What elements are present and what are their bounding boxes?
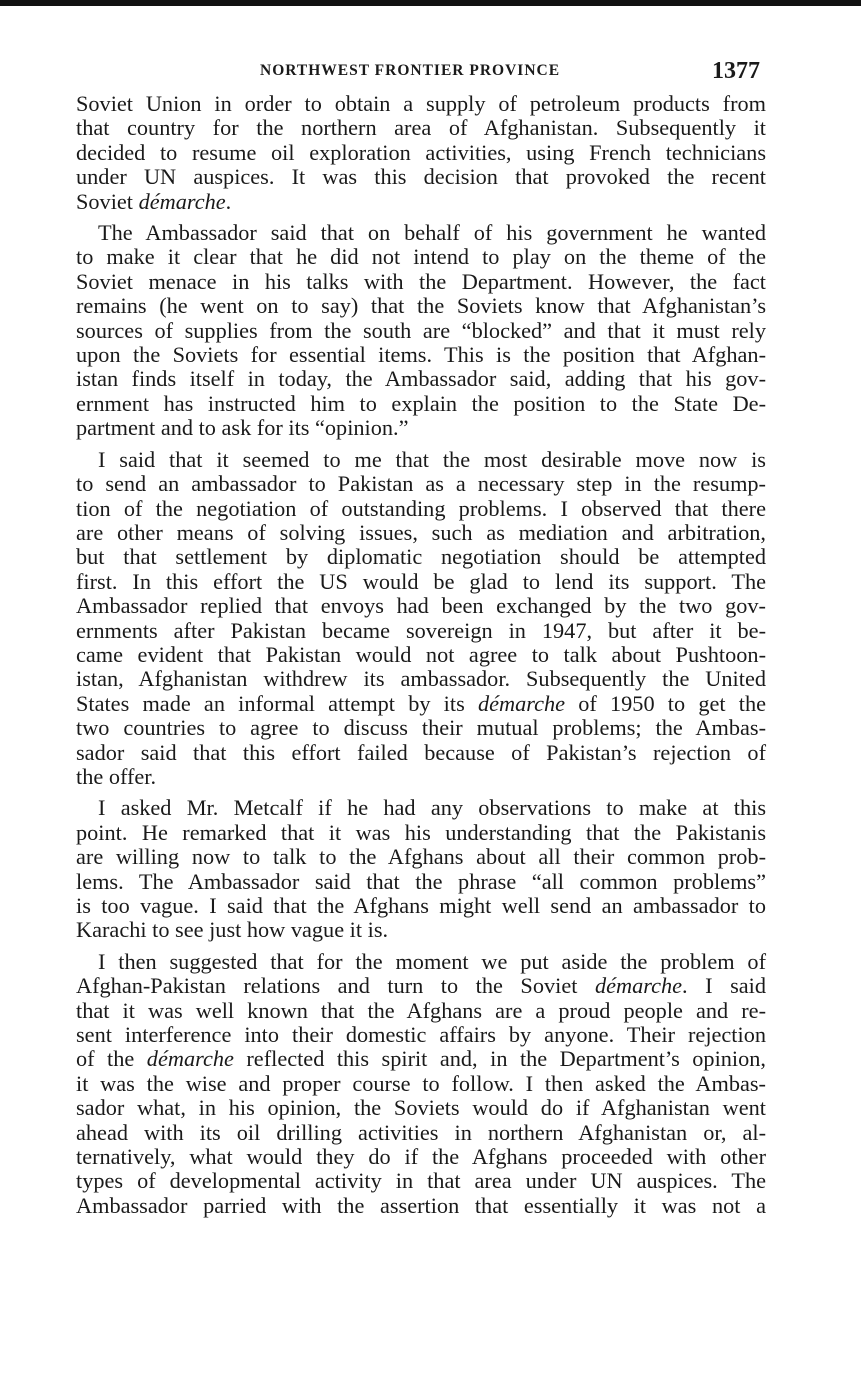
text-line: istan finds itself in today, the Ambassador said, adding that his gov-	[76, 366, 766, 392]
text-line: upon the Soviets for essential items. This is the position that Afghan-	[76, 342, 766, 368]
text-line: States made an informal attempt by its démarche of 1950 to get the	[76, 690, 766, 716]
text-line: sador said that this effort failed because of Pakistan’s rejection of	[76, 739, 766, 765]
text-line: istan, Afghanistan withdrew its ambassador. Subsequently the United	[76, 666, 766, 692]
text-line: are other means of solving issues, such as mediation and arbitration,	[76, 519, 766, 545]
text-line: Ambassador parried with the assertion that essentially it was not a	[76, 1192, 766, 1218]
top-border-rule	[0, 0, 861, 6]
paragraph-2	[76, 221, 766, 441]
text-line: I asked Mr. Metcalf if he had any observations to make at this	[98, 795, 766, 821]
text-line: types of developmental activity in that area under UN auspices. The	[76, 1168, 766, 1194]
text-line: but that settlement by diplomatic negotiation should be attempted	[76, 544, 766, 570]
text-line: I then suggested that for the moment we put aside the problem of	[98, 948, 766, 974]
text-line: point. He remarked that it was his understanding that the Pakistanis	[76, 819, 766, 845]
running-head-title: NORTHWEST FRONTIER PROVINCE	[260, 62, 561, 79]
text-line: first. In this effort the US would be glad to lend its support. The	[76, 568, 766, 594]
text-line: Karachi to see just how vague it is.	[76, 917, 389, 943]
italic-term: démarche	[594, 973, 683, 999]
text-line: under UN auspices. It was this decision that provoked the recent	[76, 164, 766, 190]
text-line: ahead with its oil drilling activities in northern Afghanistan or, al-	[76, 1119, 766, 1145]
paragraph-5	[76, 950, 766, 1218]
text-line: lems. The Ambassador said that the phrase “all common problems”	[76, 868, 766, 894]
paragraph-3	[76, 448, 766, 790]
text-line: ernment has instructed him to explain the position to the State De-	[76, 390, 766, 416]
text-line: sent interference into their domestic affairs by anyone. Their rejection	[76, 1022, 766, 1048]
text-line: to make it clear that he did not intend to play on the theme of the	[76, 244, 766, 270]
text-line: decided to resume oil exploration activities, using French technicians	[76, 139, 766, 165]
page-number: 1377	[712, 58, 760, 84]
paragraph-1	[76, 92, 766, 214]
text-line: I said that it seemed to me that the most desirable move now is	[98, 446, 766, 472]
text-line: came evident that Pakistan would not agree to talk about Pushtoon-	[76, 641, 766, 667]
text-line: partment and to ask for its “opinion.”	[76, 415, 409, 441]
text-line: of the démarche reflected this spirit and, in the Department’s opinion,	[76, 1046, 766, 1072]
text-line: The Ambassador said that on behalf of his government he wanted	[98, 220, 766, 246]
italic-term: démarche	[146, 1046, 234, 1072]
text-line: remains (he went on to say) that the Soviets know that Afghanistan’s	[76, 293, 766, 319]
text-line: that it was well known that the Afghans are a proud people and re-	[76, 997, 766, 1023]
text-line: ternatively, what would they do if the Afghans proceeded with other	[76, 1144, 766, 1170]
text-line: Soviet démarche.	[76, 188, 232, 214]
text-line: two countries to agree to discuss their mutual problems; the Ambas-	[76, 715, 766, 741]
text-line: Soviet Union in order to obtain a supply of petroleum products from	[76, 91, 766, 116]
text-line: is too vague. I said that the Afghans might well send an ambassador to	[76, 893, 766, 918]
italic-term: démarche	[138, 188, 226, 214]
text-line: tion of the negotiation of outstanding problems. I observed that there	[76, 495, 766, 521]
paragraph-4	[76, 796, 766, 942]
text-line: ernments after Pakistan became sovereign in 1947, but after it be-	[76, 617, 766, 643]
text-line: to send an ambassador to Pakistan as a necessary step in the resump-	[76, 471, 766, 497]
text-line: Afghan-Pakistan relations and turn to the Soviet démarche. I said	[76, 973, 766, 999]
text-line: it was the wise and proper course to follow. I then asked the Ambas-	[76, 1070, 766, 1096]
text-line: are willing now to talk to the Afghans about all their common prob-	[76, 844, 766, 870]
text-line: sador what, in his opinion, the Soviets would do if Afghanistan went	[76, 1095, 766, 1121]
text-line: sources of supplies from the south are “blocked” and that it must rely	[76, 317, 766, 343]
text-line: the offer.	[76, 763, 157, 789]
body-text	[76, 92, 766, 1225]
running-head	[0, 58, 861, 88]
text-line: Soviet menace in his talks with the Department. However, the fact	[76, 268, 766, 294]
text-line: that country for the northern area of Afghanistan. Subsequently it	[76, 115, 766, 141]
text-line: Ambassador replied that envoys had been exchanged by the two gov-	[76, 593, 766, 619]
italic-term: démarche	[477, 690, 566, 716]
